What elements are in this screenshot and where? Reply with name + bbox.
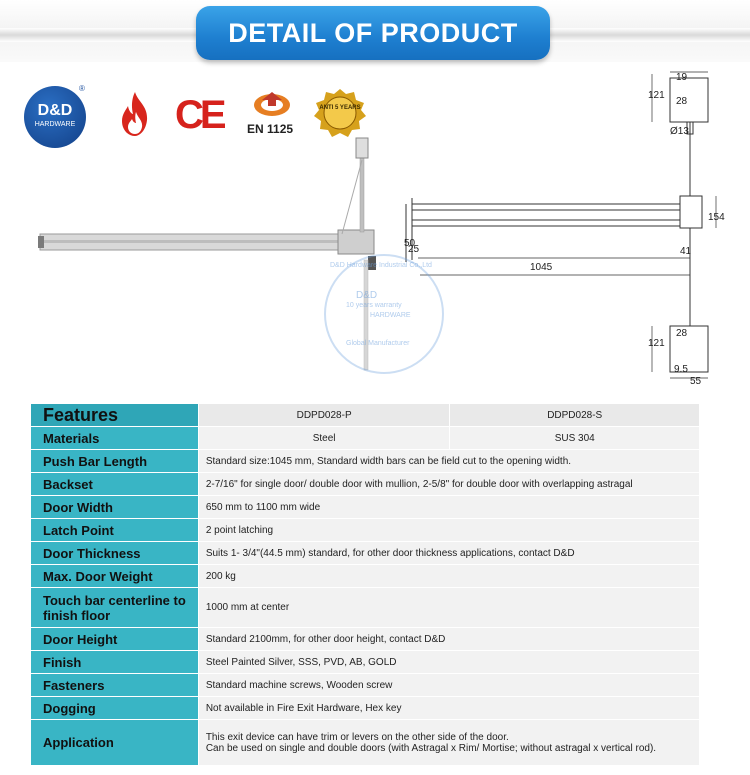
watermark-ring-top: D&D Hardware Industrial Co.,Ltd <box>330 262 432 269</box>
warranty-badge-label: ANTI 5 YEARS <box>319 105 361 111</box>
row-label: Finish <box>31 651 199 674</box>
application-line-2: Can be used on single and double doors (with Astragal x Rim/ Mortise; without astragal x vertical rod). <box>205 742 657 754</box>
row-value: 2 point latching <box>198 519 699 542</box>
table-row <box>31 450 700 473</box>
logo-sub-text: HARDWARE <box>34 121 76 128</box>
table-header-row <box>31 404 700 427</box>
row-label: Materials <box>31 427 199 450</box>
row-value: Standard 2100mm, for other door height, contact D&D <box>198 628 699 651</box>
dim-50: 50 <box>404 238 416 249</box>
row-value: 650 mm to 1100 mm wide <box>198 496 699 519</box>
column-header-s: DDPD028-S <box>450 404 700 427</box>
watermark-sub: HARDWARE <box>370 312 411 319</box>
table-row <box>31 565 700 588</box>
table-row <box>31 651 700 674</box>
row-label: Dogging <box>31 697 199 720</box>
table-row <box>31 427 700 450</box>
table-row <box>31 720 700 766</box>
row-value: 200 kg <box>198 565 699 588</box>
row-value: Steel <box>198 427 450 450</box>
table-row <box>31 588 700 628</box>
row-value: Suits 1- 3/4"(44.5 mm) standard, for other door thickness applications, contact D&D <box>198 542 699 565</box>
row-label: Push Bar Length <box>31 450 199 473</box>
features-table <box>30 403 700 766</box>
dim-25: 25 <box>408 244 420 255</box>
row-label: Fasteners <box>31 674 199 697</box>
dim-121-bottom: 121 <box>648 338 665 349</box>
row-label: Door Thickness <box>31 542 199 565</box>
column-header-p: DDPD028-P <box>198 404 450 427</box>
dim-9-5: 9.5 <box>674 364 688 375</box>
row-label: Touch bar centerline to finish floor <box>31 588 199 628</box>
table-row <box>31 674 700 697</box>
logo-brand-text: D&D <box>37 102 73 119</box>
row-value-application <box>198 720 699 766</box>
row-value: 1000 mm at center <box>198 588 699 628</box>
watermark-warranty: 10 years warranty <box>346 302 402 309</box>
row-value: Steel Painted Silver, SSS, PVD, AB, GOLD <box>198 651 699 674</box>
dim-154: 154 <box>708 212 725 223</box>
watermark-ring-bottom: Global Manufacturer <box>346 340 410 347</box>
dim-28-top: 28 <box>676 96 688 107</box>
dim-19: 19 <box>676 72 688 83</box>
table-heading: Features <box>31 404 199 427</box>
row-label: Max. Door Weight <box>31 565 199 588</box>
row-value: Not available in Fire Exit Hardware, Hex key <box>198 697 699 720</box>
row-label: Backset <box>31 473 199 496</box>
table-row <box>31 473 700 496</box>
table-row <box>31 697 700 720</box>
row-value: SUS 304 <box>450 427 700 450</box>
watermark-brand: D&D <box>356 290 378 301</box>
en1125-label: EN 1125 <box>247 122 294 136</box>
dim-28-bottom: 28 <box>676 328 688 339</box>
table-row <box>31 519 700 542</box>
application-line-1: This exit device can have trim or levers on the other side of the door. <box>205 731 509 743</box>
title-banner <box>196 6 550 60</box>
dim-41: 41 <box>680 246 692 257</box>
registered-mark: ® <box>79 84 85 93</box>
table-row <box>31 542 700 565</box>
row-value: Standard machine screws, Wooden screw <box>198 674 699 697</box>
row-label: Door Height <box>31 628 199 651</box>
dim-diameter-13: Ø13 <box>670 126 689 137</box>
row-value: 2-7/16" for single door/ double door with mullion, 2-5/8" for double door with overlapping astragal <box>198 473 699 496</box>
row-value: Standard size:1045 mm, Standard width bars can be field cut to the opening width. <box>198 450 699 473</box>
ce-mark: CE <box>175 93 223 137</box>
row-label: Door Width <box>31 496 199 519</box>
dim-1045: 1045 <box>530 262 553 273</box>
dim-121-top: 121 <box>648 90 665 101</box>
dim-55: 55 <box>690 376 702 387</box>
table-row <box>31 496 700 519</box>
row-label: Application <box>31 720 199 766</box>
table-row <box>31 628 700 651</box>
page-title: DETAIL OF PRODUCT <box>228 17 518 48</box>
row-label: Latch Point <box>31 519 199 542</box>
